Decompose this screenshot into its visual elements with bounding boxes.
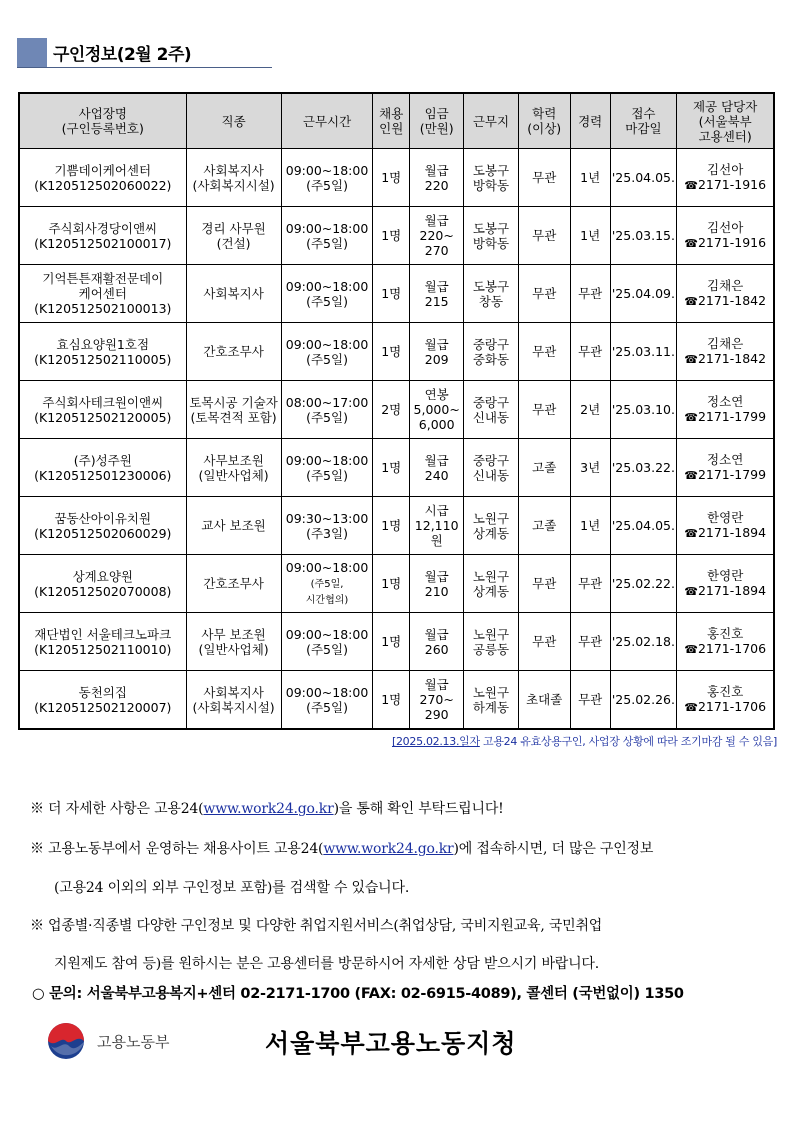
education-cell: 무관	[518, 265, 570, 323]
job-listing-table	[18, 92, 775, 730]
wage-cell: 월급 240	[410, 439, 464, 497]
work24-link-1[interactable]: www.work24.go.kr	[203, 801, 334, 817]
deadline-cell: '25.02.26.	[610, 671, 677, 730]
phone-icon: ☎	[684, 179, 698, 192]
info-paragraph-2-cont: (고용24 이외의 외부 구인정보 포함)를 검색할 수 있습니다.	[54, 880, 410, 896]
phone-icon: ☎	[684, 411, 698, 424]
phone-icon: ☎	[684, 701, 698, 714]
count-cell: 1명	[373, 613, 410, 671]
wage-cell: 월급 209	[410, 323, 464, 381]
deadline-cell: '25.04.09.	[610, 265, 677, 323]
company-cell: 동천의집 (K120512502120007)	[19, 671, 186, 730]
job-cell: 경리 사무원 (건설)	[186, 207, 281, 265]
phone-number: ☎2171-1894	[684, 583, 767, 598]
place-cell: 노원구 하계동	[464, 671, 518, 730]
column-header: 임금 (만원)	[410, 93, 464, 149]
count-cell: 2명	[373, 381, 410, 439]
deadline-cell: '25.03.15.	[610, 207, 677, 265]
deadline-cell: '25.04.05.	[610, 149, 677, 207]
title-underline	[17, 67, 272, 68]
company-cell: 주식회사경당이앤씨 (K120512502100017)	[19, 207, 186, 265]
para1-text-a: ※ 더 자세한 사항은 고용24(	[30, 801, 204, 817]
phone-number: ☎2171-1799	[684, 467, 767, 482]
phone-icon: ☎	[684, 585, 698, 598]
hours-cell: 09:00~18:00 (주5일)	[281, 265, 373, 323]
hours-cell: 09:00~18:00 (주5일, 시간협의)	[281, 555, 373, 613]
job-cell: 토목시공 기술자(토목견적 포함)	[186, 381, 281, 439]
career-cell: 1년	[570, 207, 610, 265]
staff-cell: 한영란 ☎2171-1894	[677, 497, 774, 555]
staff-cell: 홍진호 ☎2171-1706	[677, 671, 774, 730]
table-row	[19, 207, 774, 265]
hours-cell: 09:00~18:00 (주5일)	[281, 613, 373, 671]
phone-number: ☎2171-1706	[684, 699, 767, 714]
company-cell: 효심요양원1호점 (K120512502110005)	[19, 323, 186, 381]
phone-icon: ☎	[684, 643, 698, 656]
table-row	[19, 381, 774, 439]
count-cell: 1명	[373, 323, 410, 381]
ministry-logo-text: 고용노동부	[97, 1033, 170, 1051]
staff-cell: 김채은 ☎2171-1842	[677, 323, 774, 381]
column-header: 학력 (이상)	[518, 93, 570, 149]
deadline-cell: '25.04.05.	[610, 497, 677, 555]
phone-number: ☎2171-1842	[684, 351, 767, 366]
staff-cell: 한영란 ☎2171-1894	[677, 555, 774, 613]
job-cell: 사회복지사 (사회복지시설)	[186, 671, 281, 730]
count-cell: 1명	[373, 555, 410, 613]
phone-icon: ☎	[684, 237, 698, 250]
job-cell: 간호조무사	[186, 555, 281, 613]
info-paragraph-3: ※ 업종별·직종별 다양한 구인정보 및 다양한 취업지원서비스(취업상담, 국비지원교육, 국민취업	[30, 918, 603, 934]
contact-info: ○ 문의: 서울북부고용복지+센터 02-2171-1700 (FAX: 02-6915-4089), 콜센터 (국번없이) 1350	[32, 986, 684, 1002]
place-cell: 도봉구 방학동	[464, 149, 518, 207]
career-cell: 2년	[570, 381, 610, 439]
table-row	[19, 265, 774, 323]
career-cell: 1년	[570, 149, 610, 207]
place-cell: 노원구 상계동	[464, 555, 518, 613]
phone-number: ☎2171-1894	[684, 525, 767, 540]
column-header: 직종	[186, 93, 281, 149]
wage-cell: 월급 260	[410, 613, 464, 671]
job-cell: 교사 보조원	[186, 497, 281, 555]
place-cell: 도봉구 창동	[464, 265, 518, 323]
phone-number: ☎2171-1706	[684, 641, 767, 656]
deadline-cell: '25.02.18.	[610, 613, 677, 671]
place-cell: 중랑구 신내동	[464, 439, 518, 497]
table-body	[19, 149, 774, 730]
table-header-row	[19, 93, 774, 149]
wage-cell: 월급 270~ 290	[410, 671, 464, 730]
table-row	[19, 555, 774, 613]
education-cell: 고졸	[518, 497, 570, 555]
job-cell: 사무 보조원 (일반사업체)	[186, 613, 281, 671]
count-cell: 1명	[373, 265, 410, 323]
education-cell: 무관	[518, 323, 570, 381]
footnote-date: [2025.02.13.일자	[391, 735, 480, 748]
column-header: 사업장명 (구인등록번호)	[19, 93, 186, 149]
ministry-emblem-icon	[47, 1022, 85, 1060]
staff-cell: 정소연 ☎2171-1799	[677, 439, 774, 497]
phone-icon: ☎	[684, 295, 698, 308]
company-cell: 재단법인 서울테크노파크 (K120512502110010)	[19, 613, 186, 671]
education-cell: 무관	[518, 613, 570, 671]
para2-text-b: )에 접속하시면, 더 많은 구인정보	[453, 841, 654, 857]
place-cell: 중랑구 중화동	[464, 323, 518, 381]
wage-cell: 월급 220	[410, 149, 464, 207]
place-cell: 노원구 공릉동	[464, 613, 518, 671]
career-cell: 1년	[570, 497, 610, 555]
count-cell: 1명	[373, 671, 410, 730]
company-cell: (주)성주원 (K120512501230006)	[19, 439, 186, 497]
deadline-cell: '25.03.11.	[610, 323, 677, 381]
education-cell: 고졸	[518, 439, 570, 497]
hours-cell: 09:30~13:00 (주3일)	[281, 497, 373, 555]
phone-number: ☎2171-1842	[684, 293, 767, 308]
count-cell: 1명	[373, 497, 410, 555]
company-cell: 주식회사테크원이앤씨 (K120512502120005)	[19, 381, 186, 439]
column-header: 근무지	[464, 93, 518, 149]
column-header: 채용 인원	[373, 93, 410, 149]
count-cell: 1명	[373, 439, 410, 497]
wage-cell: 연봉 5,000~ 6,000	[410, 381, 464, 439]
company-cell: 기쁨데이케어센터 (K120512502060022)	[19, 149, 186, 207]
column-header: 접수 마감일	[610, 93, 677, 149]
column-header: 경력	[570, 93, 610, 149]
column-header: 제공 담당자 (서울북부 고용센터)	[677, 93, 774, 149]
info-paragraph-3-cont: 지원제도 참여 등)를 원하시는 분은 고용센터를 방문하시어 자세한 상담 받으시기 바랍니다.	[54, 956, 599, 972]
deadline-cell: '25.02.22.	[610, 555, 677, 613]
education-cell: 무관	[518, 555, 570, 613]
job-cell: 사무보조원 (일반사업체)	[186, 439, 281, 497]
job-cell: 사회복지사 (사회복지시설)	[186, 149, 281, 207]
deadline-cell: '25.03.22.	[610, 439, 677, 497]
staff-cell: 김채은 ☎2171-1842	[677, 265, 774, 323]
education-cell: 무관	[518, 381, 570, 439]
career-cell: 무관	[570, 555, 610, 613]
work24-link-2[interactable]: www.work24.go.kr	[323, 841, 454, 857]
hours-cell: 09:00~18:00 (주5일)	[281, 671, 373, 730]
career-cell: 무관	[570, 265, 610, 323]
place-cell: 도봉구 방학동	[464, 207, 518, 265]
wage-cell: 월급 215	[410, 265, 464, 323]
para1-text-b: )을 통해 확인 부탁드립니다!	[333, 801, 504, 817]
hours-cell: 09:00~18:00 (주5일)	[281, 439, 373, 497]
staff-cell: 정소연 ☎2171-1799	[677, 381, 774, 439]
footnote-text: 고용24 유효상용구인, 사업장 상황에 따라 조기마감 될 수 있음]	[483, 735, 777, 748]
wage-cell: 월급 210	[410, 555, 464, 613]
table-row	[19, 323, 774, 381]
job-cell: 간호조무사	[186, 323, 281, 381]
table-row	[19, 497, 774, 555]
career-cell: 무관	[570, 613, 610, 671]
deadline-cell: '25.03.10.	[610, 381, 677, 439]
education-cell: 무관	[518, 207, 570, 265]
phone-icon: ☎	[684, 469, 698, 482]
hours-cell: 08:00~17:00 (주5일)	[281, 381, 373, 439]
para2-text-a: ※ 고용노동부에서 운영하는 채용사이트 고용24(	[30, 841, 324, 857]
title-marker	[17, 38, 47, 67]
wage-cell: 시급 12,110 원	[410, 497, 464, 555]
page-title-block	[17, 38, 272, 68]
career-cell: 무관	[570, 323, 610, 381]
career-cell: 3년	[570, 439, 610, 497]
staff-cell: 홍진호 ☎2171-1706	[677, 613, 774, 671]
table-row	[19, 149, 774, 207]
company-cell: 상계요양원 (K120512502070008)	[19, 555, 186, 613]
info-paragraph-2	[30, 838, 780, 858]
table-footnote	[392, 733, 777, 749]
company-cell: 꿈동산아이유치원 (K120512502060029)	[19, 497, 186, 555]
staff-cell: 김선아 ☎2171-1916	[677, 207, 774, 265]
hours-cell: 09:00~18:00 (주5일)	[281, 207, 373, 265]
wage-cell: 월급 220~ 270	[410, 207, 464, 265]
career-cell: 무관	[570, 671, 610, 730]
count-cell: 1명	[373, 207, 410, 265]
phone-number: ☎2171-1916	[684, 177, 767, 192]
page-title: 구인정보(2월 2주)	[53, 45, 192, 65]
phone-icon: ☎	[684, 353, 698, 366]
count-cell: 1명	[373, 149, 410, 207]
table-row	[19, 671, 774, 730]
agency-name: 서울북부고용노동지청	[265, 1029, 517, 1058]
hours-cell: 09:00~18:00 (주5일)	[281, 323, 373, 381]
hours-cell: 09:00~18:00 (주5일)	[281, 149, 373, 207]
info-paragraph-1	[30, 798, 780, 818]
column-header: 근무시간	[281, 93, 373, 149]
company-cell: 기억튼튼재활전문데이 케어센터 (K120512502100013)	[19, 265, 186, 323]
ministry-logo	[47, 1022, 197, 1060]
place-cell: 중랑구 신내동	[464, 381, 518, 439]
staff-cell: 김선아 ☎2171-1916	[677, 149, 774, 207]
education-cell: 초대졸	[518, 671, 570, 730]
phone-number: ☎2171-1916	[684, 235, 767, 250]
phone-icon: ☎	[684, 527, 698, 540]
job-cell: 사회복지사	[186, 265, 281, 323]
education-cell: 무관	[518, 149, 570, 207]
phone-number: ☎2171-1799	[684, 409, 767, 424]
table-row	[19, 613, 774, 671]
place-cell: 노원구 상계동	[464, 497, 518, 555]
table-row	[19, 439, 774, 497]
